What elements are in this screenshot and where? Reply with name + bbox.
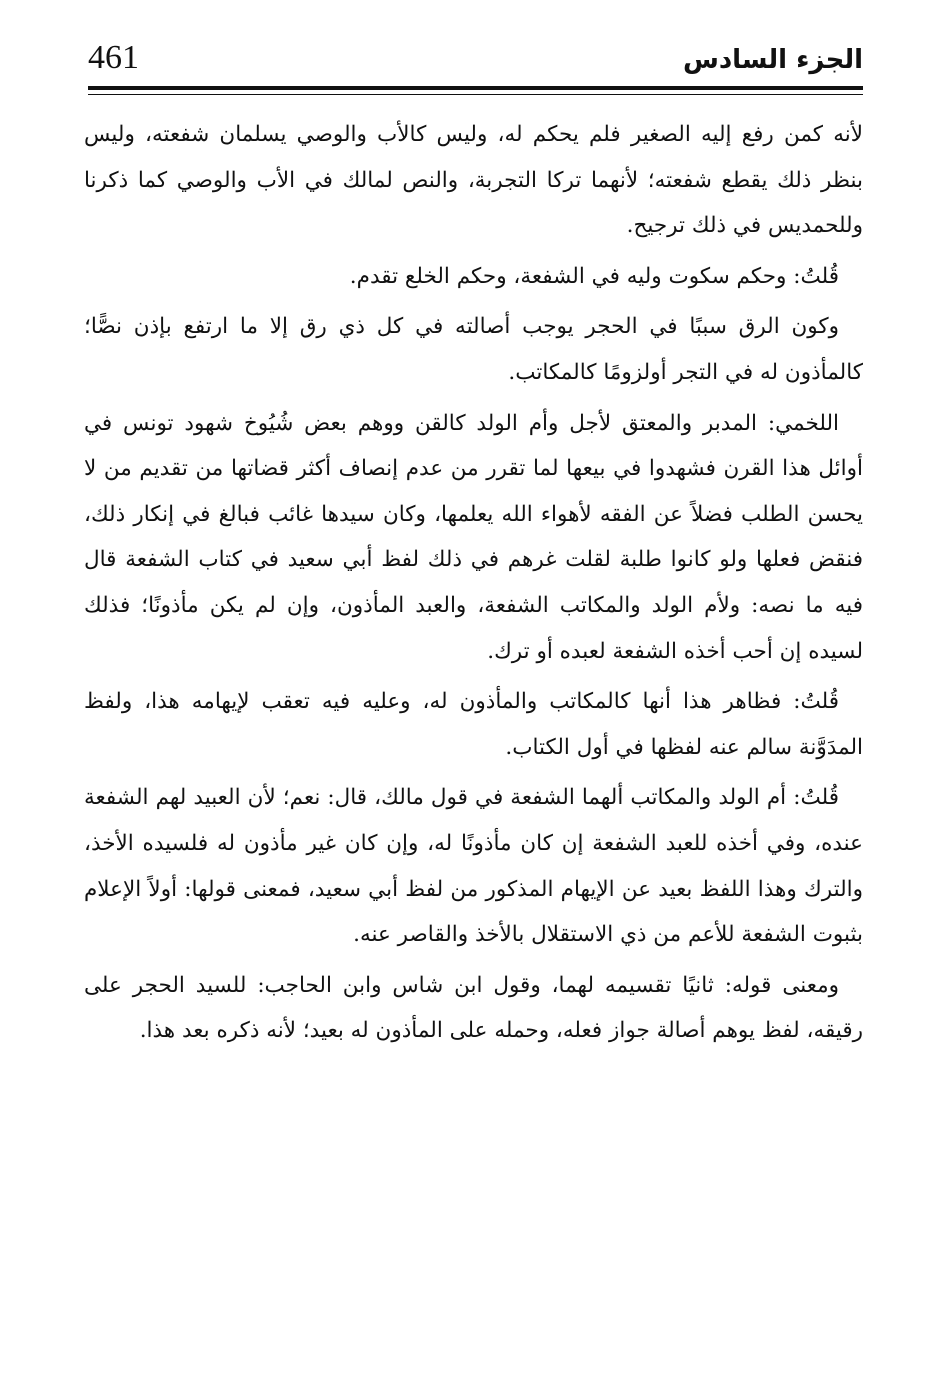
paragraph: ومعنى قوله: ثانيًا تقسيمه لهما، وقول ابن شاس وابن الحاجب: للسيد الحجر على رقيقه، لفظ يوهم أصالة جواز فعله، وحمله على المأذون له بعيد؛ لأنه ذكره بعد هذا.: [84, 972, 863, 1044]
paragraph: وكون الرق سببًا في الحجر يوجب أصالته في كل ذي رق إلا ما ارتفع بإذن نصًّا؛ كالمأذون له في التجر أولزومًا كالمكاتب.: [84, 314, 863, 385]
paragraph: قُلتُ: وحكم سكوت وليه في الشفعة، وحكم الخلع تقدم.: [349, 263, 839, 289]
paragraph: قُلتُ: فظاهر هذا أنها كالمكاتب والمأذون له، وعليه فيه تعقب لإيهامه هذا، ولفظ المدَوَّنة سالم عنه لفظها في أول الكتاب.: [84, 689, 863, 760]
header-rule-thick: [88, 86, 863, 90]
paragraph: اللخمي: المدبر والمعتق لأجل وأم الولد كالقن ووهم بعض شُيُوخ شهود تونس في أوائل هذا القرن فشهدوا في بيعها لما تقرر من عدم إنصاف أكثر قضاتها من تقديم من لا يحسن الطلب فضلاً عن الفقه لأهواء الله يعلمها، وكان سيدها غائب فبالغ في إنكار ذلك، فنقض فعلها ولو كانوا طلبة لقلت غرهم في ذلك لفظ أبي سعيد في كتاب الشفعة قال فيه ما نصه: ولأم الولد والمكاتب الشفعة، والعبد المأذون، وإن لم يكن مأذونًا؛ فذلك لسيده إن أحب أخذه الشفعة لعبده أو ترك.: [84, 410, 863, 664]
page-number: 461: [88, 39, 139, 76]
header-rule-thin: [88, 94, 863, 95]
page-header: [88, 36, 863, 86]
paragraph: قُلتُ: أم الولد والمكاتب ألهما الشفعة في قول مالك، قال: نعم؛ لأن العبيد لهم الشفعة عنده، وفي أخذه للعبد الشفعة إن كان مأذونًا له، وإن كان غير مأذون له فلسيده الأخذ، والترك وهذا اللفظ بعيد عن الإيهام المذكور من لفظ أبي سعيد، فمعنى قولها: أولاً الإعلام بثبوت الشفعة للأعم من ذي الاستقلال بالأخذ والقاصر عنه.: [84, 785, 863, 948]
paragraph: لأنه كمن رفع إليه الصغير فلم يحكم له، وليس كالأب والوصي يسلمان شفعته، وليس بنظر ذلك يقطع شفعته؛ لأنهما تركا التجربة، والنص لمالك في الأب والوصي كما ذكرنا وللحمديس في ذلك ترجيح.: [84, 122, 863, 239]
body-text: [84, 112, 863, 1054]
running-title: الجزء السادس: [682, 45, 863, 75]
